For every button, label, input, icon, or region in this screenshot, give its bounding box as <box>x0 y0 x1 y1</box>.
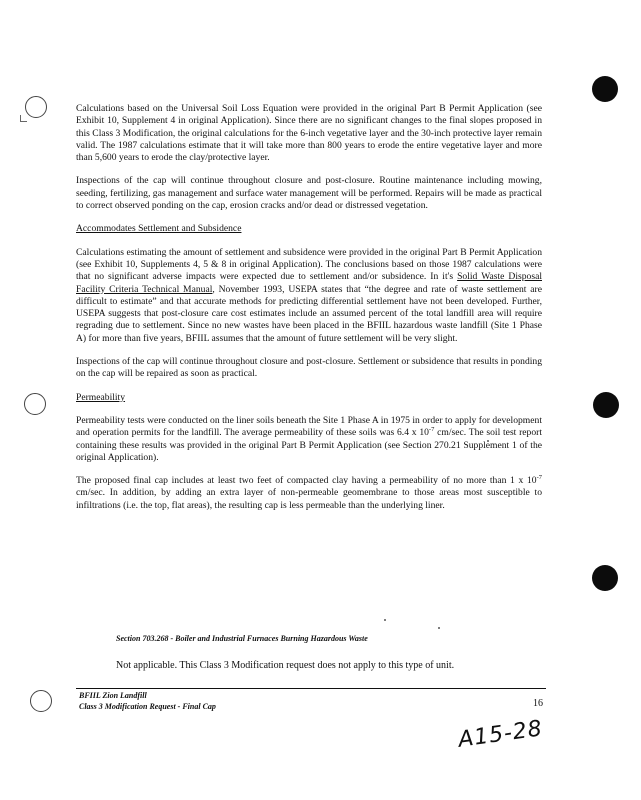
paragraph-inspections-settlement: Inspections of the cap will continue throughout closure and post-closure. Settlement or subsidence that results in ponding on the cap will be repaired as soon as practical. <box>76 356 542 380</box>
scan-speck <box>384 619 386 621</box>
punch-hole-top <box>25 96 47 118</box>
scan-speck <box>438 627 440 629</box>
footer-rule <box>76 688 546 689</box>
paragraph-permeability <box>76 415 542 464</box>
binder-dot-middle <box>593 392 619 418</box>
footer-line-facility: BFIIL Zion Landfill <box>79 691 147 700</box>
paragraph-final-cap <box>76 475 542 512</box>
binder-dot-bottom <box>592 565 618 591</box>
permeability-exponent: -7 <box>428 426 435 434</box>
settlement-text-part1: Calculations estimating the amount of settlement and subsidence were provided in the original Part B Permit Application (see Exhibit 10, Supplements 4, 5 & 8 in original Application). The conclusions based on those 1987 calculations were that no significant adverse impacts were expected due to settlement and/or subsidence. In it's <box>76 246 542 283</box>
footer-text <box>79 690 216 712</box>
final-cap-exponent: -7 <box>536 473 542 481</box>
settlement-text-part2: , November 1993, USEPA states that “the degree and rate of waste settlement are difficult to estimate” and that accurate methods for predicting differential settlement have not been developed. Further, USEPA suggests that post-closure care cost estimates include an assumed percent of the total landfill area will require regrading due to settlement. Since no new wastes have been placed in the BFIIL hazardous waste landfill (Site 1 Phase A) for more than five years, BFIIL assumes that the amount of future settlement will be very slight. <box>76 283 542 344</box>
punch-hole-bottom <box>30 690 52 712</box>
paragraph-usle: Calculations based on the Universal Soil Loss Equation were provided in the original Part B Permit Application (see Exhibit 10, Supplement 4 in original Application). Since there are no significant changes to the final slopes proposed in this Class 3 Modification, the original calculations for the 6-inch vegetative layer and the 30-inch protective layer remain valid. The 1987 calculations estimate that it will take more than 800 years to erode the entire vegetative layer and more than 5,600 years to erode the clay/protective layer. <box>76 103 542 164</box>
paragraph-settlement <box>76 247 542 345</box>
not-applicable-statement: Not applicable. This Class 3 Modification request does not apply to this type of unit. <box>116 660 455 671</box>
heading-permeability: Permeability <box>76 391 126 403</box>
punch-hole-middle <box>24 393 46 415</box>
footer-line-request: Class 3 Modification Request - Final Cap <box>79 702 216 711</box>
body-text <box>76 103 542 523</box>
heading-settlement: Accommodates Settlement and Subsidence <box>76 223 242 235</box>
permeability-text-part2: cm/sec. The soil test report containing these results was provided in the original Part B Permit Application (see Section 270.21 Supplement 1 of the original Application). <box>76 427 543 463</box>
final-cap-text-part2: cm/sec. In addition, by adding an extra layer of non-permeable geomembrane to those areas most susceptible to infiltrations (i.e. the top, flat areas), the resulting cap is less permeable than the underlying liner. <box>76 487 542 511</box>
permeability-text-part1: Permeability tests were conducted on the liner soils beneath the Site 1 Phase A in 1975 in order to apply for development and operation permits for the landfill. The average permeability of these soils was 6.4 x 10 <box>76 414 542 439</box>
technical-manual-title: Solid Waste Disposal Facility Criteria Technical Manual <box>76 271 542 295</box>
page-number: 16 <box>533 698 543 709</box>
paragraph-inspections-maintenance: Inspections of the cap will continue throughout closure and post-closure. Routine maintenance including mowing, seeding, fertilizing, gas management and surface water management will be performed. Repairs will be made as practical to correct observed ponding on the cap, erosion cracks and/or dead or distressed vegetation. <box>76 175 542 212</box>
section-note: Section 703.268 - Boiler and Industrial Furnaces Burning Hazardous Waste <box>116 634 368 643</box>
binder-dot-top <box>592 76 618 102</box>
handwritten-annotation: A15-28 <box>456 716 545 753</box>
final-cap-text-part1: The proposed final cap includes at least two feet of compacted clay having a permeability of no more than 1 x 10 <box>76 475 537 487</box>
